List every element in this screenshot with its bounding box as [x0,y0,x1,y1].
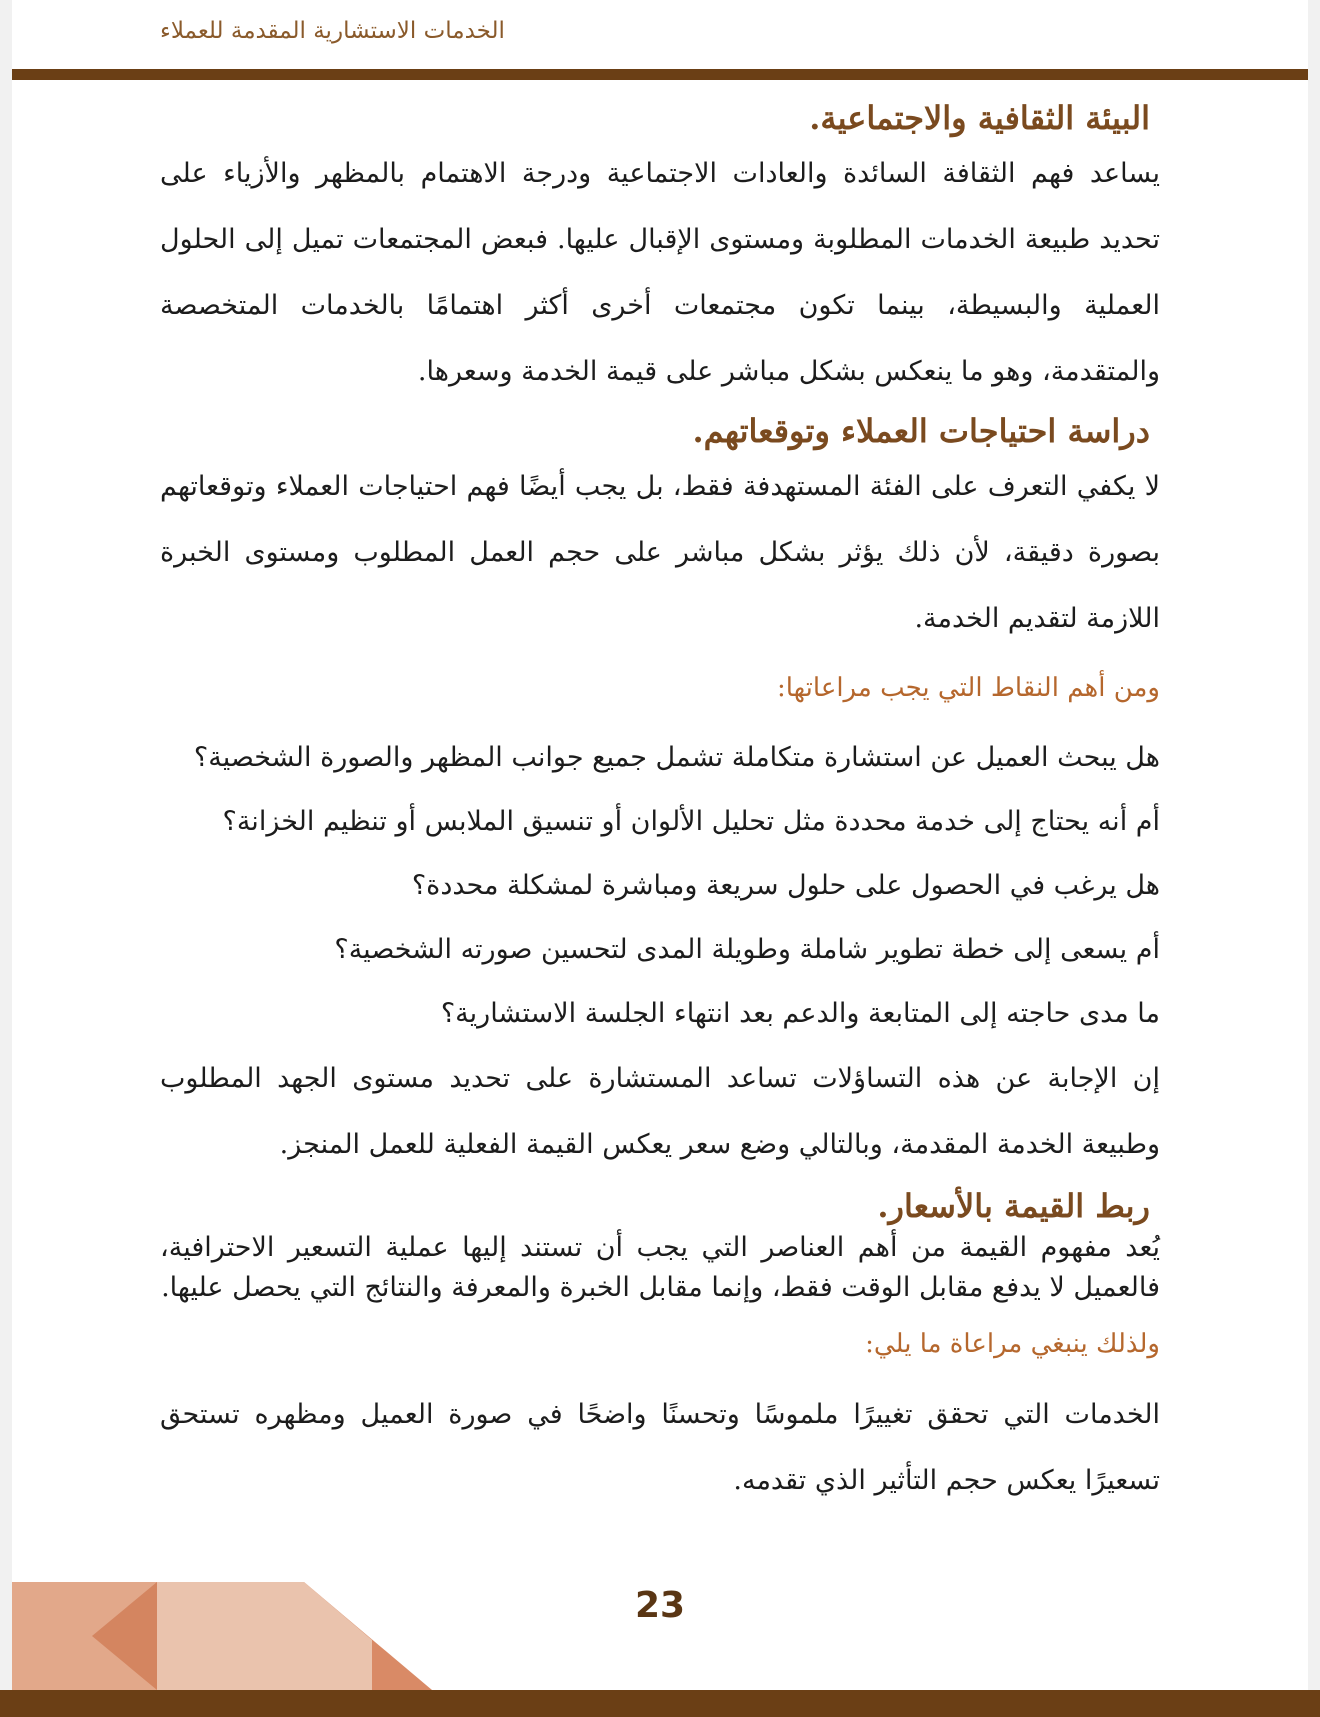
question-item: هل يبحث العميل عن استشارة متكاملة تشمل جميع جوانب المظهر والصورة الشخصية؟ [193,741,1160,773]
question-item: أم يسعى إلى خطة تطوير شاملة وطويلة المدى لتحسين صورته الشخصية؟ [334,933,1160,965]
section-heading-culture: البيئة الثقافية والاجتماعية. [809,99,1150,137]
running-header [0,14,1320,54]
question-item: هل يرغب في الحصول على حلول سريعة ومباشرة لمشكلة محددة؟ [411,869,1160,901]
question-item: أم أنه يحتاج إلى خدمة محددة مثل تحليل الألوان أو تنسيق الملابس أو تنظيم الخزانة؟ [222,805,1160,837]
paragraph-needs-conclusion: إن الإجابة عن هذه التساؤلات تساعد المستشارة على تحديد مستوى الجهد المطلوب وطبيعة الخدمة المقدمة، وبالتالي وضع سعر يعكس القيمة الفعلية للعمل المنجز. [160,1062,1160,1160]
subheading-considerations: ولذلك ينبغي مراعاة ما يلي: [865,1329,1160,1360]
paragraph-value-services: الخدمات التي تحقق تغييرًا ملموسًا وتحسنًا واضحًا في صورة العميل ومظهره تستحق تسعيرًا يعكس حجم التأثير الذي تقدمه. [160,1399,1160,1497]
page-number: 23 [634,1585,686,1626]
question-item: ما مدى حاجته إلى المتابعة والدعم بعد انتهاء الجلسة الاستشارية؟ [440,997,1160,1029]
questions-list [160,726,1160,1046]
page-right-edge [1308,0,1320,1717]
footer-bar [0,1690,1320,1717]
section-heading-value: ربط القيمة بالأسعار. [877,1186,1150,1225]
paragraph-culture: يساعد فهم الثقافة السائدة والعادات الاجتماعية ودرجة الاهتمام بالمظهر والأزياء على تحديد طبيعة الخدمات المطلوبة ومستوى الإقبال عليها. فبعض المجتمعات تميل إلى الحلول العملية والبسيطة، بينما تكون مجتمعات أخرى أكثر اهتمامًا بالخدمات المتخصصة والمتقدمة، وهو ما ينعكس بشكل مباشر على قيمة الخدمة وسعرها. [160,157,1160,387]
section-culture [160,96,1160,405]
section-heading-needs: دراسة احتياجات العملاء وتوقعاتهم. [692,411,1150,450]
header-rule [12,69,1308,80]
page-content [160,96,1160,1514]
paragraph-value: يُعد مفهوم القيمة من أهم العناصر التي يجب أن تستند إليها عملية التسعير الاحترافية، فالعميل لا يدفع مقابل الوقت فقط، وإنما مقابل الخبرة والمعرفة والنتائج التي يحصل عليها. [160,1232,1160,1304]
running-header-title: الخدمات الاستشارية المقدمة للعملاء [160,18,505,44]
page-left-edge [0,0,12,1717]
subheading-points: ومن أهم النقاط التي يجب مراعاتها: [777,672,1160,703]
footer-shape-light [157,1582,372,1690]
paragraph-needs: لا يكفي التعرف على الفئة المستهدفة فقط، بل يجب أيضًا فهم احتياجات العملاء وتوقعاتهم بصورة دقيقة، لأن ذلك يؤثر بشكل مباشر على حجم العمل المطلوب ومستوى الخبرة اللازمة لتقديم الخدمة. [160,470,1160,634]
footer-decoration [12,1582,432,1690]
section-value [160,1184,1160,1515]
section-needs [160,409,1160,1178]
